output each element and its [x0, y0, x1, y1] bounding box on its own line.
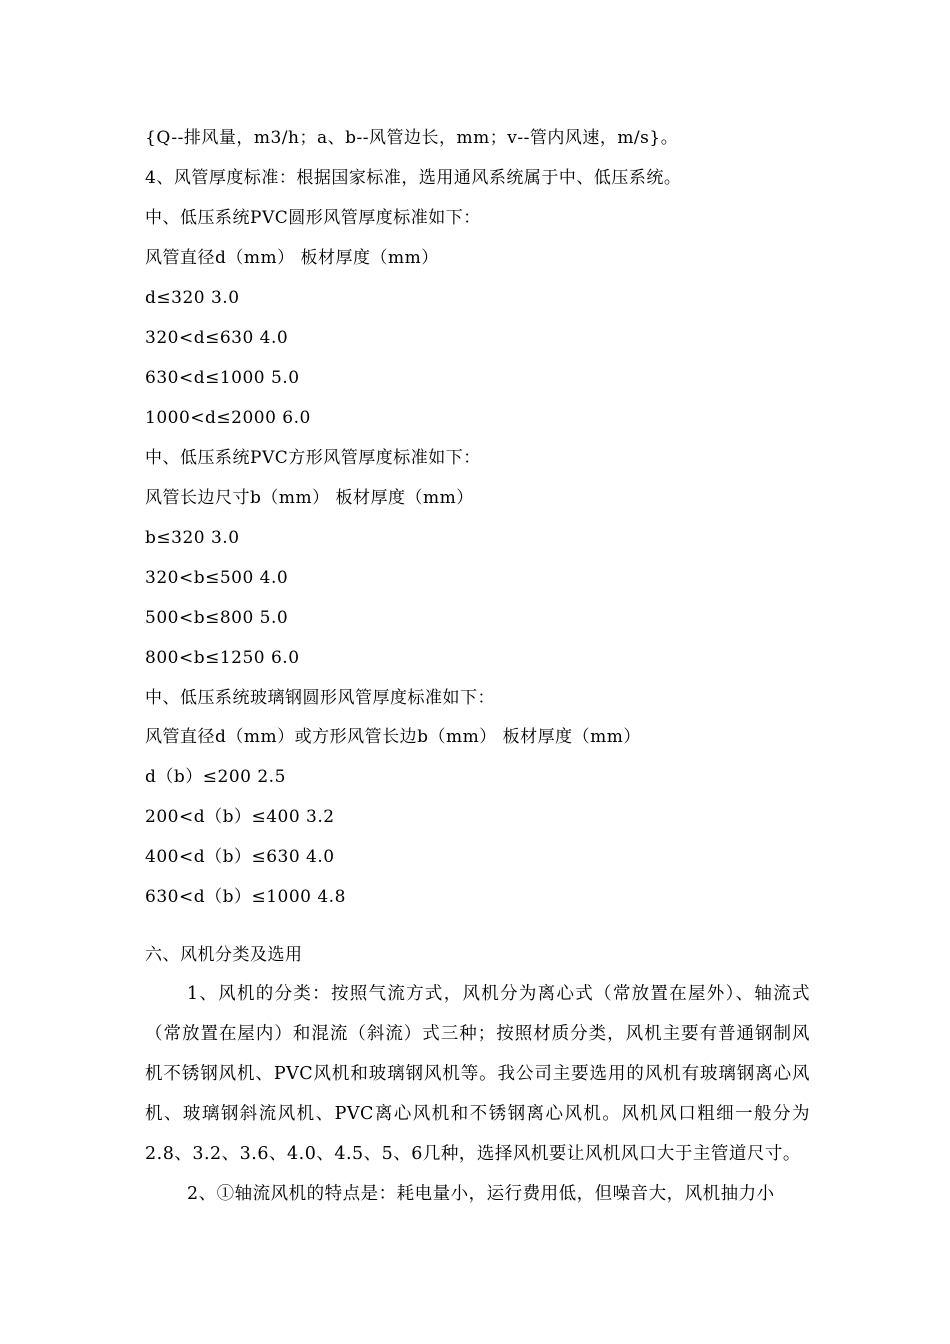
frp-row: 400<d（b）≤630 4.0 [145, 847, 335, 867]
frp-round-duct-heading: 中、低压系统玻璃钢圆形风管厚度标准如下： [145, 688, 495, 708]
axial-fan-paragraph: 2、①轴流风机的特点是：耗电量小，运行费用低，但噪音大，风机抽力小 [187, 1184, 775, 1204]
frp-row: d（b）≤200 2.5 [145, 767, 286, 787]
section-heading: 六、风机分类及选用 [145, 945, 303, 965]
pvc-square-row: b≤320 3.0 [145, 528, 240, 548]
duct-thickness-standard-line: 4、风管厚度标准：根据国家标准，选用通风系统属于中、低压系统。 [145, 168, 682, 188]
pvc-square-row: 800<b≤1250 6.0 [145, 648, 300, 668]
pvc-round-row: d≤320 3.0 [145, 288, 240, 308]
pvc-round-row: 630<d≤1000 5.0 [145, 368, 300, 388]
formula-legend-line: {Q--排风量，m3/h；a、b--风管边长，mm；v--管内风速，m/s}。 [145, 128, 679, 148]
fan-classification-paragraph: 1、风机的分类：按照气流方式，风机分为离心式（常放置在屋外）、轴流式（常放置在屋内）和混流（斜流）式三种；按照材质分类，风机主要有普通钢制风机不锈钢风机、PVC风机和玻璃钢风机等。我公司主要选用的风机有玻璃钢离心风机、玻璃钢斜流风机、PVC离心风机和不锈钢离心风机。风机风口粗细一般分为2.8、3.2、3.6、4.0、4.5、5、6几种，选择风机要让风机风口大于主管道尺寸。 [145, 984, 810, 1164]
frp-table-header: 风管直径d（mm）或方形风管长边b（mm） 板材厚度（mm） [145, 727, 641, 747]
frp-row: 630<d（b）≤1000 4.8 [145, 887, 346, 907]
pvc-square-table-header: 风管长边尺寸b（mm） 板材厚度（mm） [145, 488, 474, 508]
pvc-round-row: 320<d≤630 4.0 [145, 328, 289, 348]
pvc-round-row: 1000<d≤2000 6.0 [145, 408, 311, 428]
pvc-square-row: 500<b≤800 5.0 [145, 608, 289, 628]
frp-row: 200<d（b）≤400 3.2 [145, 807, 335, 827]
pvc-round-table-header: 风管直径d（mm） 板材厚度（mm） [145, 248, 439, 268]
pvc-round-duct-heading: 中、低压系统PVC圆形风管厚度标准如下： [145, 208, 481, 228]
pvc-square-duct-heading: 中、低压系统PVC方形风管厚度标准如下： [145, 448, 481, 468]
pvc-square-row: 320<b≤500 4.0 [145, 568, 289, 588]
